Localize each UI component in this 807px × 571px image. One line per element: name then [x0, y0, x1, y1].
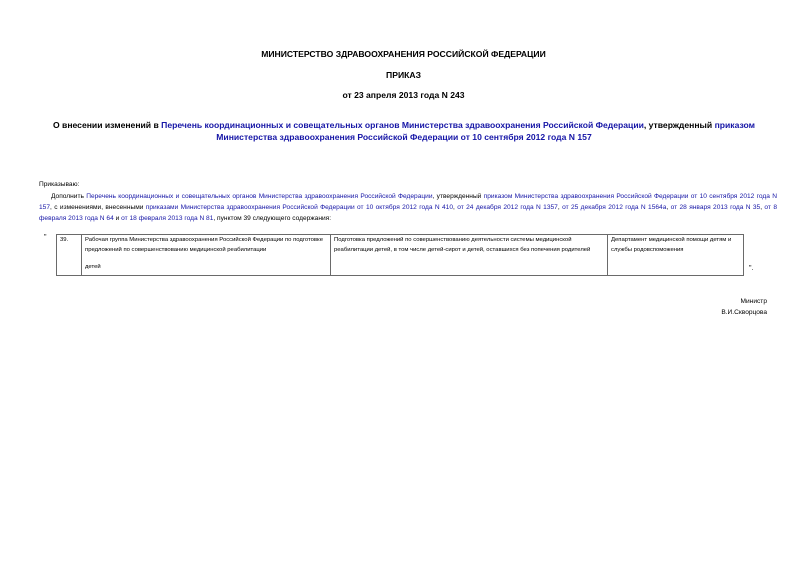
- signature-position: Министр: [740, 298, 767, 305]
- para-link-prikaz-35[interactable]: от 28 января 2013 года N 35: [670, 204, 761, 211]
- title-text-2: , утвержденный: [643, 120, 715, 130]
- para-link-perechen[interactable]: Перечень координационных и совещательных органов Министерства здравоохранения Российской Федерации: [86, 193, 433, 200]
- para-link-prikaz-64[interactable]: от 8 февраля 2013 года N 64: [39, 204, 777, 222]
- main-paragraph: [39, 191, 777, 224]
- table-row: [57, 235, 744, 276]
- para-link-prikaz-1564a[interactable]: от 25 декабря 2012 года N 1564а: [562, 204, 667, 211]
- para-link-prikaz-1357[interactable]: от 24 декабря 2012 года N 1357: [457, 204, 558, 211]
- group-name-cell: [82, 235, 331, 276]
- row-number-cell: 39.: [57, 235, 82, 276]
- para-text-e: ,: [557, 204, 563, 211]
- para-text-c: , с изменениями, внесенными: [50, 204, 146, 211]
- para-text-f: ,: [666, 204, 671, 211]
- para-text-a: Дополнить: [51, 193, 87, 200]
- title-text-1: О внесении изменений в: [52, 120, 162, 130]
- document-title: [30, 119, 778, 143]
- group-task-cell: Подготовка предложений по совершенствованию деятельности системы медицинской реабилитации детей, в том числе детей-сирот и детей, оставшихся без попечения родителей: [331, 235, 608, 276]
- open-quote-mark: ": [44, 234, 47, 241]
- intro-text: Приказываю:: [39, 181, 80, 188]
- group-name-text-children: детей: [85, 264, 101, 270]
- ministry-heading: МИНИСТЕРСТВО ЗДРАВООХРАНЕНИЯ РОССИЙСКОЙ ФЕДЕРАЦИИ: [261, 49, 546, 59]
- close-quote-mark: ".: [749, 265, 754, 272]
- amendment-table: [56, 234, 744, 276]
- para-text-h: и: [113, 215, 122, 222]
- title-link-prikaz[interactable]: приказом Министерства здравоохранения Российской Федерации от 10 сентября 2012 года N 157: [216, 120, 756, 142]
- department-cell: Департамент медицинской помощи детям и службы родовспоможения: [608, 235, 744, 276]
- doc-type-heading: ПРИКАЗ: [386, 70, 421, 80]
- para-text-b: , утвержденный: [432, 193, 484, 200]
- title-link-perechen[interactable]: Перечень координационных и совещательных органов Министерства здравоохранения Российской Федерации: [161, 120, 644, 130]
- para-text-i: , пунктом 39 следующего содержания:: [213, 215, 332, 222]
- para-text-d: ,: [453, 204, 458, 211]
- para-link-prikaz-157[interactable]: приказом Министерства здравоохранения Российской Федерации от 10 сентября 2012 года N 157: [39, 193, 777, 211]
- signature-name: В.И.Скворцова: [721, 309, 767, 316]
- para-link-prikaz-81[interactable]: от 18 февраля 2013 года N 81: [121, 215, 214, 222]
- date-number-heading: от 23 апреля 2013 года N 243: [342, 90, 465, 100]
- para-text-g: ,: [760, 204, 765, 211]
- group-name-text: Рабочая группа Министерства здравоохранения Российской Федерации по подготовке предложений по совершенствованию медицинской реабилитации: [85, 237, 323, 253]
- para-link-prikaz-410[interactable]: приказами Министерства здравоохранения Российской Федерации от 10 октября 2012 года N 410: [145, 204, 454, 211]
